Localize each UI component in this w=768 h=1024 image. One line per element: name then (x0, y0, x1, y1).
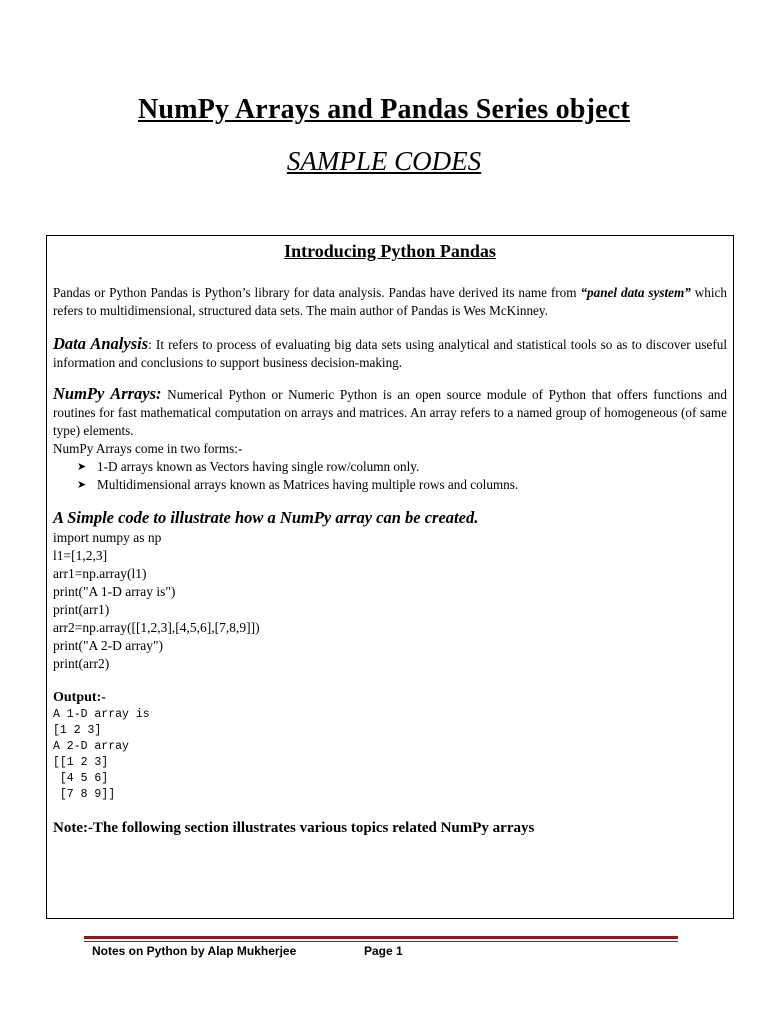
list-item (77, 458, 727, 476)
output-label: Output:- (53, 690, 106, 705)
intro-emphasis: “panel data system” (580, 285, 691, 300)
output-line: [1 2 3] (53, 724, 102, 737)
output-block (53, 707, 727, 803)
output-line: A 2-D array (53, 740, 129, 753)
numpy-arrays-text: Numerical Python or Numeric Python is an open source module of Python that offers functions and routines for fast mathematical computation on arrays and matrices. An array refers to a named group of homogeneous (of same type) elements. (53, 387, 727, 438)
page-title: NumPy Arrays and Pandas Series object (138, 94, 630, 125)
section-heading: Introducing Python Pandas (284, 241, 496, 261)
numpy-arrays-term: NumPy Arrays: (53, 384, 162, 403)
footer-rule (84, 936, 678, 939)
list-item-text: Multidimensional arrays known as Matrices having multiple rows and columns. (97, 477, 519, 492)
arrowhead-bullet-icon: ➤ (77, 479, 87, 491)
intro-paragraph (53, 284, 727, 320)
code-block (53, 529, 727, 673)
code-line: arr2=np.array([[1,2,3],[4,5,6],[7,8,9]]) (53, 620, 260, 635)
arrowhead-bullet-icon: ➤ (77, 461, 87, 473)
code-line: print(arr1) (53, 602, 110, 617)
output-line: [7 8 9]] (53, 788, 116, 801)
output-line: [4 5 6] (53, 772, 109, 785)
forms-intro: NumPy Arrays come in two forms:- (53, 441, 243, 456)
code-line: print(arr2) (53, 656, 110, 671)
data-analysis-term: Data Analysis (53, 334, 149, 353)
intro-text-1: Pandas or Python Pandas is Python’s library for data analysis. Pandas have derived its name from (53, 285, 581, 300)
output-line: [[1 2 3] (53, 756, 109, 769)
code-line: import numpy as np (53, 530, 162, 545)
numpy-arrays-paragraph (53, 385, 727, 440)
footer-author: Notes on Python by Alap Mukherjee (92, 944, 297, 958)
list-item-text: 1-D arrays known as Vectors having single row/column only. (97, 459, 420, 474)
content-box (46, 235, 734, 919)
intro-text-2: which refers to multidimensional, structured data sets. The main author of Pandas is Wes McKinney. (53, 285, 727, 318)
data-analysis-text: : It refers to process of evaluating big data sets using analytical and statistical tools so as to discover useful information and conclusions to support business decision-making. (53, 337, 728, 370)
forms-list (53, 458, 727, 494)
code-line: arr1=np.array(l1) (53, 566, 147, 581)
data-analysis-paragraph (53, 335, 727, 372)
footer-rule-thin (84, 941, 678, 942)
code-line: print("A 2-D array") (53, 638, 163, 653)
code-line: print("A 1-D array is") (53, 584, 176, 599)
list-item (77, 476, 727, 494)
note: Note:-The following section illustrates various topics related NumPy arrays (53, 820, 535, 836)
page-subtitle: SAMPLE CODES (286, 146, 482, 176)
footer-page-number: Page 1 (364, 944, 403, 958)
output-line: A 1-D array is (53, 708, 150, 721)
code-heading: A Simple code to illustrate how a NumPy array can be created. (53, 508, 479, 527)
code-line: l1=[1,2,3] (53, 548, 108, 563)
